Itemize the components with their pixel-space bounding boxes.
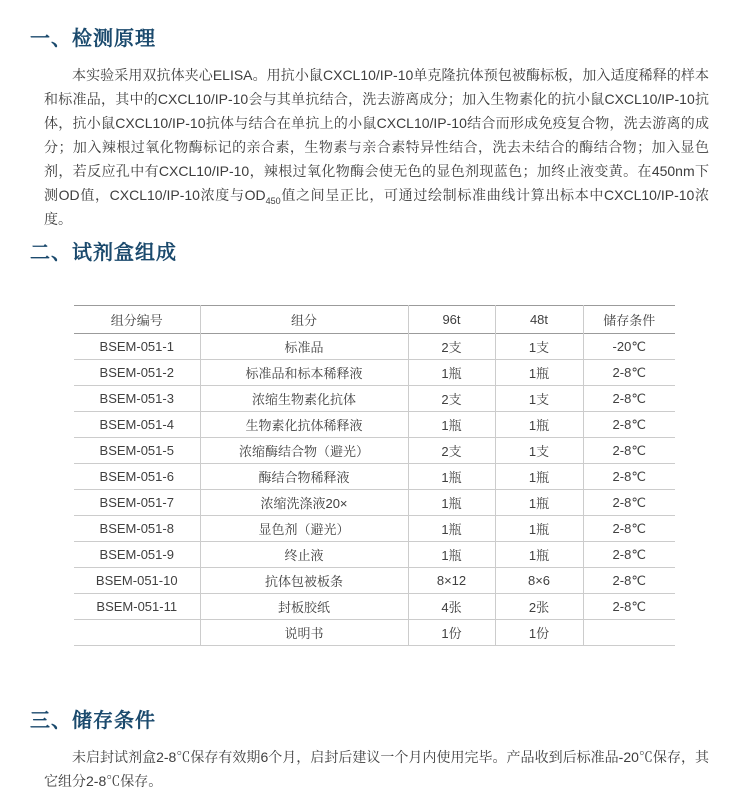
table-cell: 1支 — [495, 386, 583, 412]
table-cell: 1瓶 — [408, 542, 495, 568]
components-heading: 二、试剂盒组成 — [30, 242, 177, 264]
table-cell: 2-8℃ — [583, 438, 675, 464]
table-row — [74, 490, 675, 516]
table-cell: 1瓶 — [408, 412, 495, 438]
table-row — [74, 360, 675, 386]
table-cell: 1瓶 — [408, 490, 495, 516]
table-row — [74, 464, 675, 490]
table-cell: 2-8℃ — [583, 386, 675, 412]
table-cell: 1瓶 — [495, 360, 583, 386]
table-cell: 2-8℃ — [583, 412, 675, 438]
table-row — [74, 594, 675, 620]
table-cell — [74, 620, 200, 646]
od450-subscript: 450 — [265, 195, 281, 206]
table-cell: 终止液 — [200, 542, 408, 568]
table-row — [74, 516, 675, 542]
table-header-cell: 组分编号 — [110, 313, 163, 328]
table-cell: 2-8℃ — [583, 464, 675, 490]
table-cell: 1瓶 — [408, 464, 495, 490]
table-cell: BSEM-051-3 — [99, 391, 174, 406]
table-cell: BSEM-051-2 — [99, 365, 174, 380]
table-cell: 显色剂（避光） — [200, 516, 408, 542]
table-cell: 1份 — [495, 620, 583, 646]
table-cell: 2支 — [408, 334, 495, 360]
table-cell: 8×12 — [408, 568, 495, 594]
components-table — [74, 305, 675, 646]
table-cell: 浓缩生物素化抗体 — [200, 386, 408, 412]
table-header-cell: 96t — [408, 306, 495, 334]
table-row — [74, 386, 675, 412]
components-table-header-row — [74, 306, 675, 334]
table-cell: 抗体包被板条 — [200, 568, 408, 594]
table-cell: 2-8℃ — [583, 594, 675, 620]
section-components — [0, 241, 749, 646]
table-cell: 封板胶纸 — [200, 594, 408, 620]
table-cell: BSEM-051-10 — [95, 573, 178, 588]
table-cell: 4张 — [408, 594, 495, 620]
table-cell: 2支 — [408, 438, 495, 464]
table-cell: 1瓶 — [495, 412, 583, 438]
table-cell: BSEM-051-11 — [96, 599, 178, 614]
table-row — [74, 568, 675, 594]
table-header-cell: 储存条件 — [583, 306, 675, 334]
table-row — [74, 412, 675, 438]
table-row — [74, 620, 675, 646]
table-cell: 浓缩酶结合物（避光） — [200, 438, 408, 464]
section-principle — [0, 27, 749, 231]
principle-paragraph — [44, 63, 709, 231]
table-cell: 浓缩洗涤液20× — [200, 490, 408, 516]
table-cell: BSEM-051-1 — [99, 339, 174, 354]
table-cell: 2支 — [408, 386, 495, 412]
table-cell: 2-8℃ — [583, 360, 675, 386]
table-row — [74, 542, 675, 568]
table-cell: 1瓶 — [408, 360, 495, 386]
principle-text-continued: 值之间呈正比，可通过绘制标准曲线计算出标本中CXCL10/IP-10浓度。 — [44, 187, 709, 227]
table-cell: BSEM-051-8 — [99, 521, 174, 536]
principle-text: 本实验采用双抗体夹心ELISA。用抗小鼠CXCL10/IP-10单克隆抗体预包被酶标板，加入适度稀释的样本和标准品，其中的CXCL10/IP-10会与其单抗结合，洗去游离成分；加入生物素化的抗小鼠CXCL10/IP-10抗体，抗小鼠CXCL10/IP-10抗体与结合在单抗上的小鼠CXCL10/IP-10结合而形成免疫复合物，洗去游离的成分；加入辣根过氧化物酶标记的亲合素，生物素与亲合素特异性结合，洗去未结合的酶结合物；加入显色剂，若反应孔中有CXCL10/IP-10，辣根过氧化物酶会使无色的显色剂现蓝色；加终止液变黄。在450nm下测OD值，CXCL10/IP-10浓度与OD — [44, 67, 709, 203]
table-cell: BSEM-051-7 — [99, 495, 174, 510]
table-cell: 1瓶 — [495, 542, 583, 568]
storage-paragraph: 未启封试剂盒2-8℃保存有效期6个月，启封后建议一个月内使用完毕。产品收到后标准品-20℃保存，其它组分2-8℃保存。 — [44, 749, 709, 789]
table-cell: -20℃ — [583, 334, 675, 360]
table-cell: 2-8℃ — [583, 542, 675, 568]
table-cell: BSEM-051-5 — [99, 443, 174, 458]
components-table-body — [74, 334, 675, 646]
table-cell: 2-8℃ — [583, 490, 675, 516]
table-cell: 标准品和标本稀释液 — [200, 360, 408, 386]
table-cell: 标准品 — [200, 334, 408, 360]
table-cell: 2张 — [495, 594, 583, 620]
table-cell: BSEM-051-6 — [99, 469, 174, 484]
table-cell: 8×6 — [495, 568, 583, 594]
table-header-cell: 48t — [495, 306, 583, 334]
table-cell: BSEM-051-4 — [99, 417, 174, 432]
table-cell: 1瓶 — [495, 490, 583, 516]
section-storage — [0, 709, 749, 793]
table-cell: 1瓶 — [408, 516, 495, 542]
table-row — [74, 438, 675, 464]
table-cell: BSEM-051-9 — [99, 547, 174, 562]
table-cell: 说明书 — [200, 620, 408, 646]
table-cell: 1瓶 — [495, 464, 583, 490]
table-header-cell: 组分 — [200, 306, 408, 334]
principle-heading: 一、检测原理 — [30, 28, 156, 50]
table-cell: 酶结合物稀释液 — [200, 464, 408, 490]
table-cell: 1份 — [408, 620, 495, 646]
table-cell: 1瓶 — [495, 516, 583, 542]
table-cell: 1支 — [495, 334, 583, 360]
table-cell: 生物素化抗体稀释液 — [200, 412, 408, 438]
storage-heading: 三、储存条件 — [30, 710, 156, 732]
table-cell: 1支 — [495, 438, 583, 464]
table-row — [74, 334, 675, 360]
table-cell: 2-8℃ — [583, 516, 675, 542]
table-cell: 2-8℃ — [583, 568, 675, 594]
table-cell — [583, 620, 675, 646]
